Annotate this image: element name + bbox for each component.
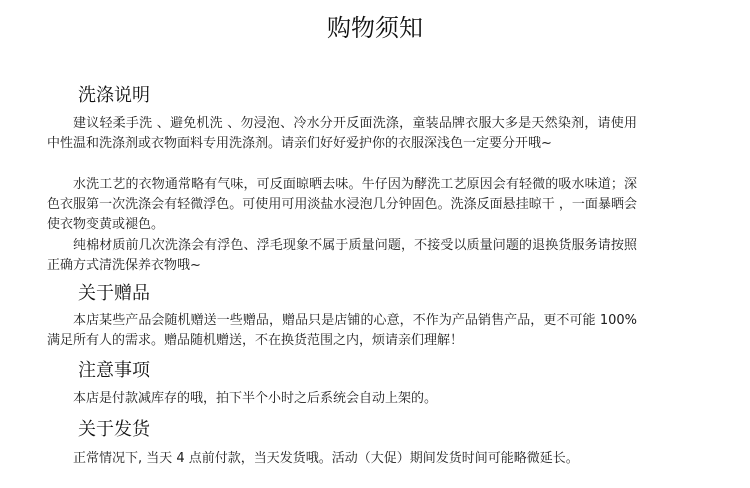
washing-paragraph-1: 建议轻柔手洗 、避免机洗 、勿浸泡、冷水分开反面洗涤，童装品牌衣服大多是天然染剂，请使用中性温和洗涤剂或衣物面料专用洗涤剂。请亲们好好爱护你的衣服深浅色一定要分开哦~ (47, 116, 637, 151)
shipping-paragraph: 正常情况下, 当天 4 点前付款，当天发货哦。活动（大促）期间发货时间可能略微延长。 (73, 451, 579, 466)
washing-paragraph-3: 纯棉材质前几次洗涤会有浮色、浮毛现象不属于质量问题，不接受以质量问题的退换货服务请按照正确方式清洗保养衣物哦~ (47, 238, 637, 273)
section-heading-shipping: 关于发货 (78, 419, 150, 440)
section-heading-gifts: 关于赠品 (78, 283, 150, 304)
page-title: 购物须知 (327, 14, 423, 42)
washing-paragraph-2: 水洗工艺的衣物通常略有气味，可反面晾晒去味。牛仔因为酵洗工艺原因会有轻微的吸水味道；深色衣服第一次洗涤会有轻微浮色。可使用可用淡盐水浸泡几分钟固色。洗涤反面悬挂晾干 ，一面暴晒会使衣物变黄或褪色。 (47, 177, 637, 232)
section-heading-washing: 洗涤说明 (78, 85, 150, 106)
notes-paragraph: 本店是付款减库存的哦，拍下半个小时之后系统会自动上架的。 (73, 391, 438, 406)
gifts-paragraph: 本店某些产品会随机赠送一些赠品，赠品只是店铺的心意，不作为产品销售产品，更不可能 100%满足所有人的需求。赠品随机赠送，不在换货范围之内，烦请亲们理解！ (47, 313, 637, 348)
section-heading-notes: 注意事项 (78, 360, 150, 381)
